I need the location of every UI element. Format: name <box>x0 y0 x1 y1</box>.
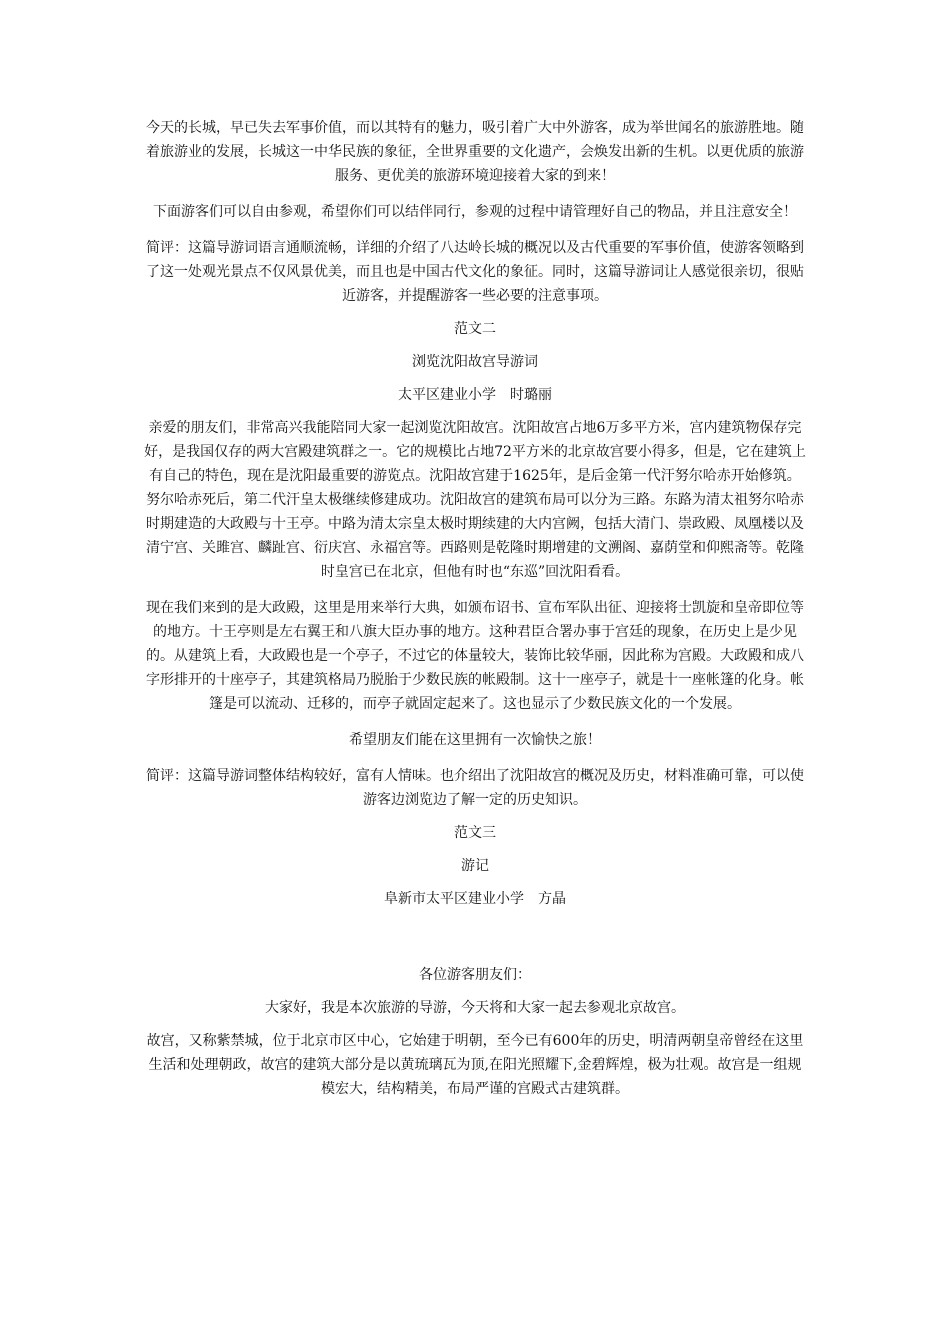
section-heading-example-two: 范文二 <box>454 321 496 337</box>
paragraph-guide-intro: 大家好，我是本次旅游的导游，今天将和大家一起去参观北京故宫。 <box>265 1000 685 1016</box>
section-heading-example-three: 范文三 <box>454 825 496 841</box>
paragraph-great-wall-conclusion: 今天的长城，早已失去军事价值，而以其特有的魅力，吸引着广大中外游客，成为举世闻名的旅游胜地。随着旅游业的发展，长城这一中华民族的象征，全世界重要的文化遗产，会焕发出新的生机。以更优质的旅游服务、更优美的旅游环境迎接着大家的到来！ <box>146 120 804 184</box>
greeting-line: 各位游客朋友们： <box>419 967 531 983</box>
essay-title-shenyang: 浏览沈阳故宫导游词 <box>412 354 538 370</box>
paragraph-review-two: 简评：这篇导游词整体结构较好，富有人情味。也介绍出了沈阳故宫的概况及历史，材料准确可靠，可以使游客边浏览边了解一定的历史知识。 <box>146 768 804 808</box>
paragraph-shenyang-intro: 亲爱的朋友们，非常高兴我能陪同大家一起浏览沈阳故宫。沈阳故宫占地6万多平方米，宫内建筑物保存完好，是我国仅存的两大宫殿建筑群之一。它的规模比占地72平方米的北京故宫要小得多，但是，它在建筑上有自己的特色，现在是沈阳最重要的游览点。沈阳故宫建于1625年，是后金第一代汗努尔哈赤开始修筑。努尔哈赤死后，第二代汗皇太极继续修建成功。沈阳故宫的建筑布局可以分为三路。东路为清太祖努尔哈赤时期建造的大政殿与十王亭。中路为清太宗皇太极时期续建的大内宫阙，包括大清门、崇政殿、凤凰楼以及清宁宫、关雎宫、麟趾宫、衍庆宫、永福宫等。西路则是乾隆时期增建的文溯阁、嘉荫堂和仰熙斋等。乾隆时皇宫已在北京，但他有时也“东巡”回沈阳看看。 <box>144 420 806 580</box>
document-body <box>143 116 807 1101</box>
paragraph-review-one: 简评：这篇导游词语言通顺流畅，详细的介绍了八达岭长城的概况以及古代重要的军事价值，使游客领略到了这一处观光景点不仅风景优美，而且也是中国古代文化的象征。同时，这篇导游词让人感觉很亲切，很贴近游客，并提醒游客一些必要的注意事项。 <box>146 240 804 304</box>
essay-title-travelogue: 游记 <box>461 858 489 874</box>
paragraph-dazheng-hall: 现在我们来到的是大政殿，这里是用来举行大典，如颁布诏书、宣布军队出征、迎接将士凯旋和皇帝即位等的地方。十王亭则是左右翼王和八旗大臣办事的地方。这种君臣合署办事于宫廷的现象，在历史上是少见的。从建筑上看，大政殿也是一个亭子，不过它的体量较大，装饰比较华丽，因此称为宫殿。大政殿和成八字形排开的十座亭子，其建筑格局乃脱胎于少数民族的帐殿制。这十一座亭子，就是十一座帐篷的化身。帐篷是可以流动、迁移的，而亭子就固定起来了。这也显示了少数民族文化的一个发展。 <box>146 600 804 712</box>
paragraph-closing-wish: 希望朋友们能在这里拥有一次愉快之旅！ <box>349 732 601 748</box>
author-line-three: 阜新市太平区建业小学 方晶 <box>384 891 566 907</box>
paragraph-free-visit-notice: 下面游客们可以自由参观，希望你们可以结伴同行，参观的过程中请管理好自己的物品，并且注意安全！ <box>153 204 797 220</box>
paragraph-forbidden-city: 故宫，又称紫禁城，位于北京市区中心，它始建于明朝，至今已有600年的历史，明清两朝皇帝曾经在这里生活和处理朝政，故宫的建筑大部分是以黄琉璃瓦为顶,在阳光照耀下,金碧辉煌，极为壮观。故宫是一组规模宏大，结构精美，布局严谨的宫殿式古建筑群。 <box>146 1033 804 1097</box>
author-line-two: 太平区建业小学 时璐丽 <box>398 387 552 403</box>
